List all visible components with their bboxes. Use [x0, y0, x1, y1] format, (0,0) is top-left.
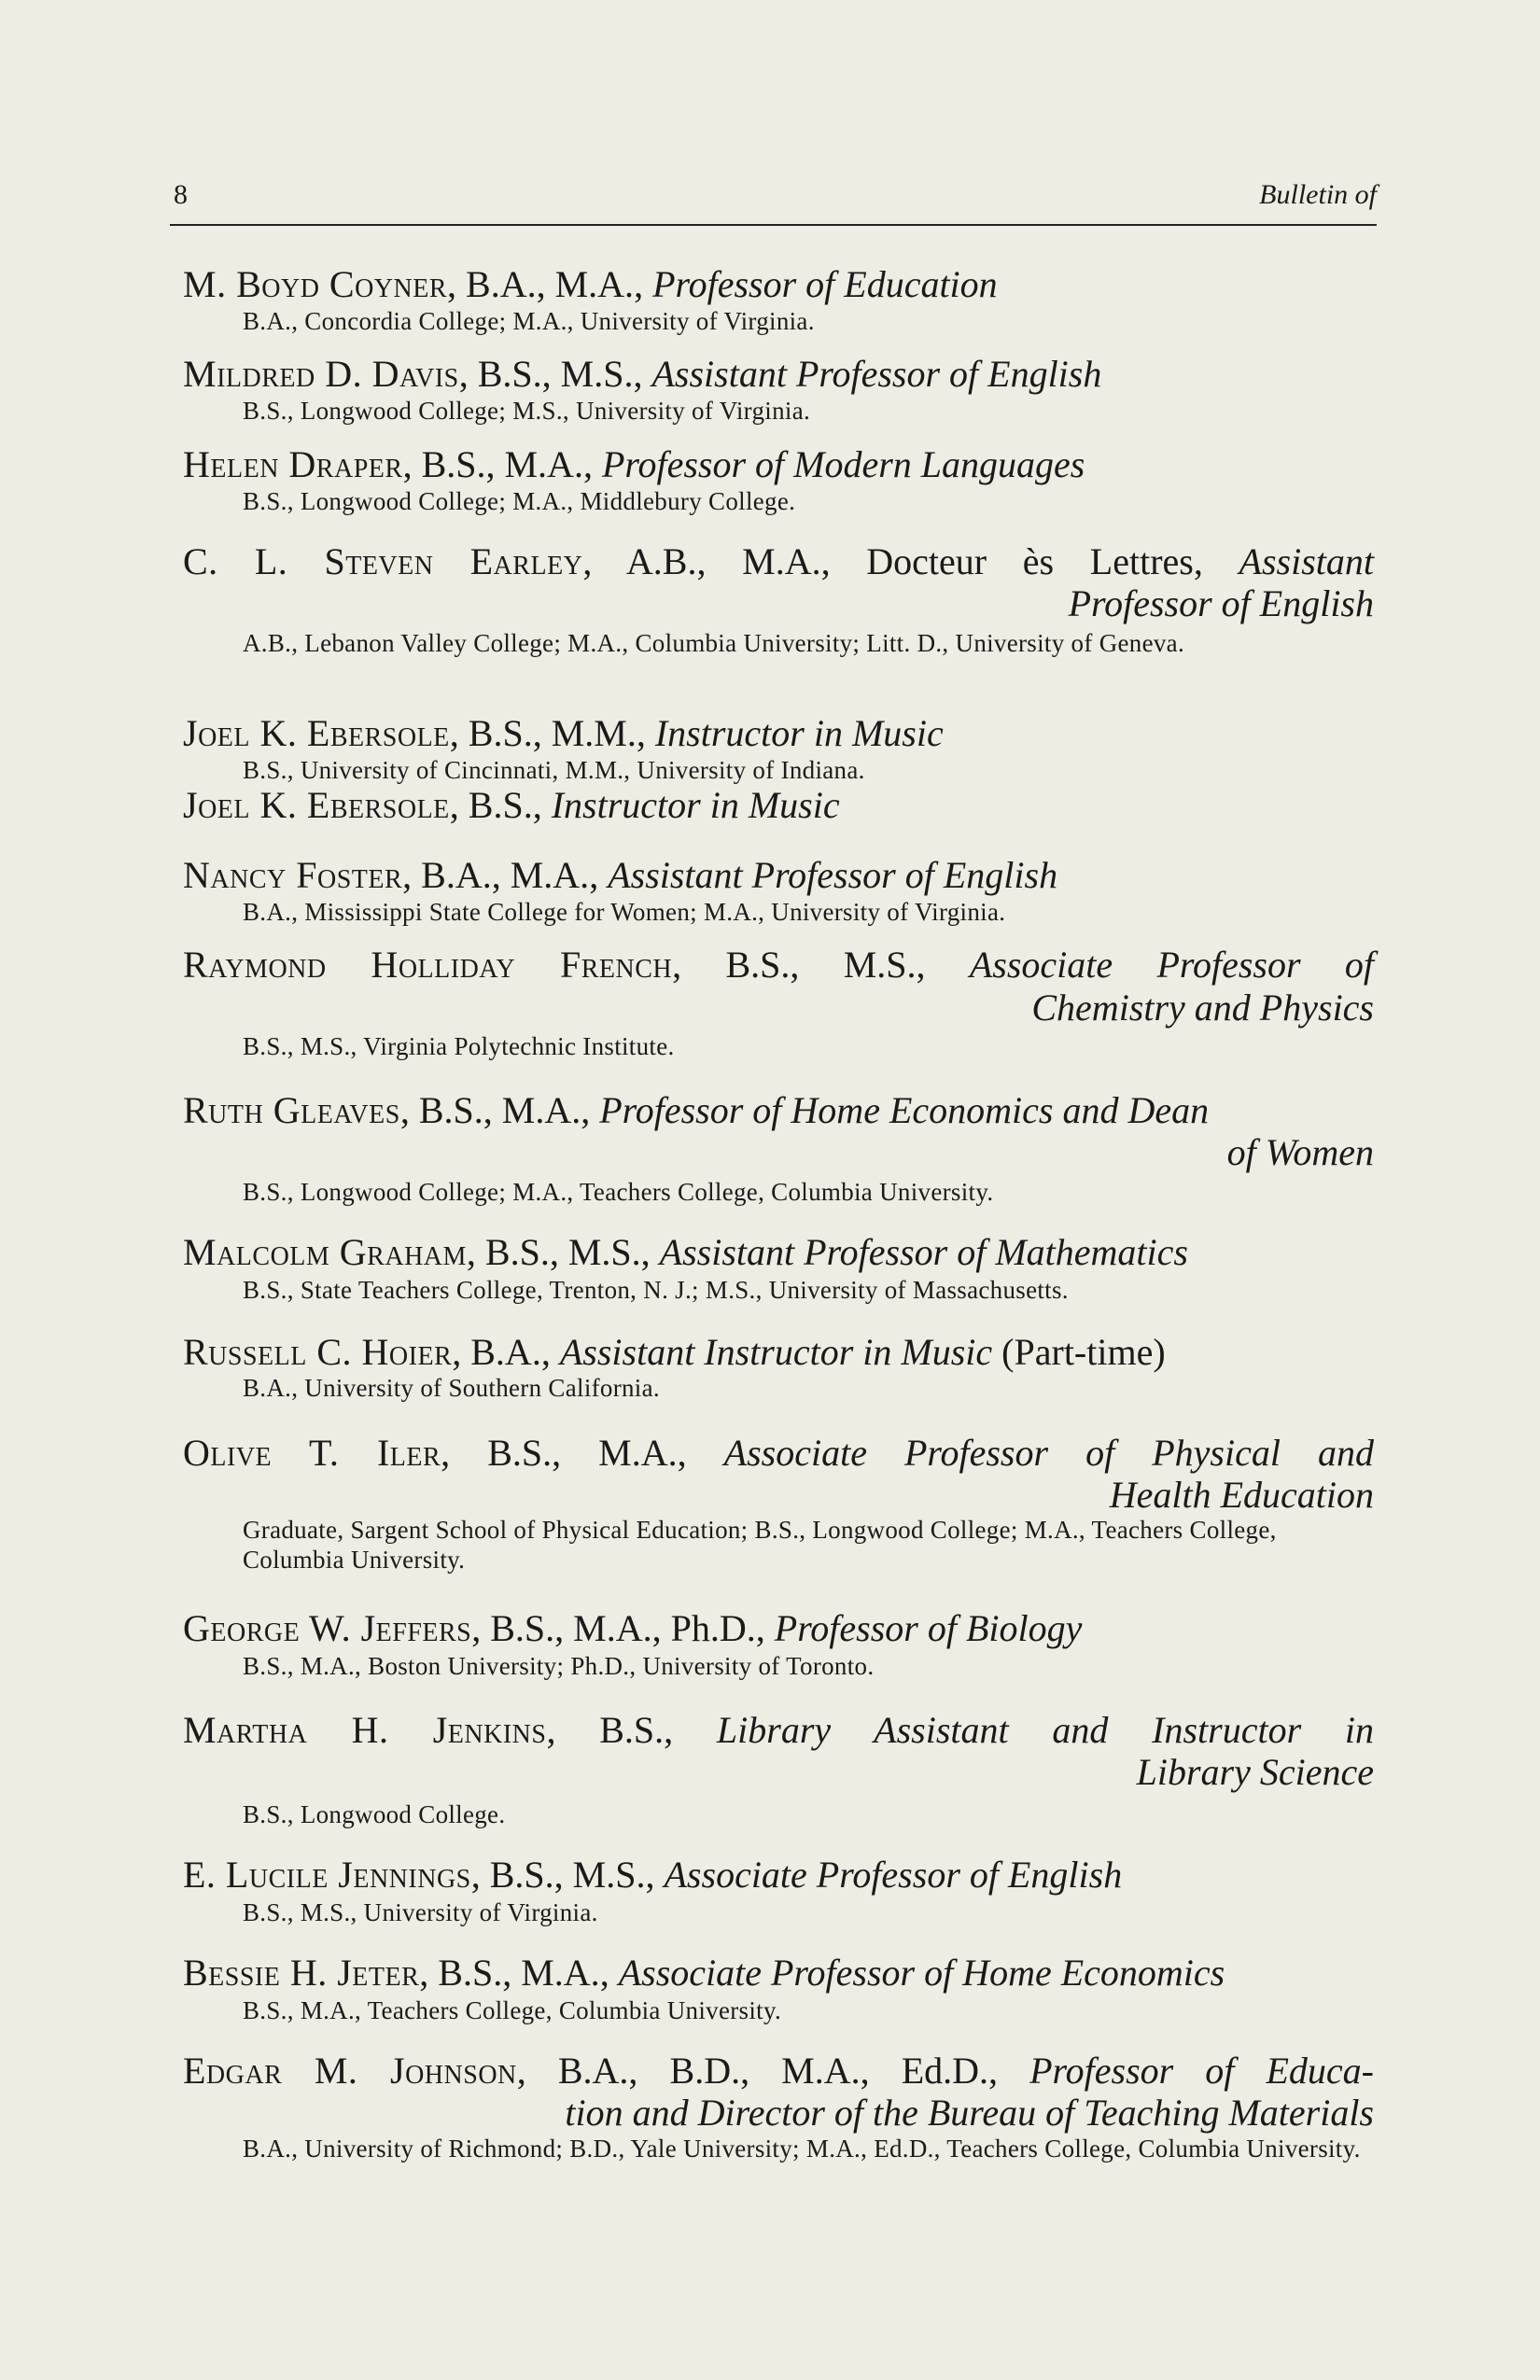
faculty-name-line: George W. Jeffers, B.S., M.A., Ph.D., Professor of Biology — [183, 1607, 1083, 1649]
faculty-name: Malcolm Graham — [183, 1231, 467, 1273]
faculty-degrees: B.S., M.S. — [725, 944, 917, 986]
faculty-title: Professor of Biology — [774, 1607, 1083, 1649]
faculty-degrees: B.A., M.A. — [421, 854, 590, 896]
running-title: Bulletin of — [1259, 179, 1377, 210]
faculty-title: Assistant Instructor in Music — [559, 1331, 993, 1373]
faculty-title-continued: Health Education — [1109, 1474, 1374, 1516]
faculty-education: B.A., University of Southern California. — [243, 1374, 660, 1402]
faculty-name-line: Nancy Foster, B.A., M.A., Assistant Professor of English — [183, 854, 1058, 896]
faculty-title-suffix: (Part-time) — [992, 1331, 1166, 1373]
faculty-degrees: B.S. — [599, 1709, 665, 1751]
faculty-name: E. Lucile Jennings — [183, 1854, 471, 1896]
faculty-name-line: Ruth Gleaves, B.S., M.A., Professor of Home Economics and Dean — [183, 1089, 1210, 1131]
faculty-name-line: Olive T. Iler, B.S., M.A., Associate Professor of Physical and — [183, 1432, 1374, 1474]
faculty-title: Instructor in Music — [551, 784, 840, 826]
faculty-degrees: B.S., M.A., Ph.D. — [490, 1607, 756, 1649]
faculty-education: B.S., M.A., Boston University; Ph.D., University of Toronto. — [243, 1652, 875, 1680]
faculty-name: Bessie H. Jeter — [183, 1952, 420, 1994]
faculty-title: Associate Professor of English — [664, 1854, 1123, 1896]
faculty-title: Associate Professor of — [969, 944, 1375, 986]
faculty-title: Professor of Home Economics and Dean — [599, 1089, 1210, 1131]
faculty-title: Professor of Educa- — [1029, 2050, 1375, 2092]
faculty-degrees: B.A. — [470, 1331, 541, 1373]
faculty-education: B.S., Longwood College; M.A., Middlebury College. — [243, 487, 796, 515]
page-number: 8 — [174, 179, 188, 210]
faculty-title: Professor of Education — [652, 263, 998, 305]
faculty-degrees: B.S., M.S. — [477, 353, 634, 395]
faculty-name: Russell C. Hoier — [183, 1331, 453, 1373]
faculty-name-line: E. Lucile Jennings, B.S., M.S., Associate Professor of English — [183, 1854, 1123, 1896]
faculty-title-continued: of Women — [1226, 1131, 1374, 1173]
faculty-degrees: B.S. — [468, 784, 533, 826]
faculty-name-line: Raymond Holliday French, B.S., M.S., Associate Professor of — [183, 944, 1375, 986]
faculty-name-line: Joel K. Ebersole, B.S., Instructor in Music — [183, 784, 840, 826]
faculty-title: Professor of Modern Languages — [601, 443, 1085, 485]
faculty-name-line: C. L. Steven Earley, A.B., M.A., Docteur ès Lettres, Assistant — [183, 540, 1375, 582]
faculty-name-line: Russell C. Hoier, B.A., Assistant Instructor in Music (Part-time) — [183, 1331, 1166, 1373]
faculty-name: Olive T. Iler — [183, 1432, 441, 1474]
faculty-degrees: B.S., M.A. — [418, 1089, 581, 1131]
faculty-name-line: Helen Draper, B.S., M.A., Professor of Modern Languages — [183, 443, 1085, 485]
faculty-name-line: Edgar M. Johnson, B.A., B.D., M.A., Ed.D., Professor of Educa- — [183, 2050, 1375, 2092]
faculty-title-continued: Chemistry and Physics — [1031, 987, 1374, 1029]
faculty-degrees: B.S., M.S. — [484, 1231, 641, 1273]
faculty-name-line: M. Boyd Coyner, B.A., M.A., Professor of Education — [183, 263, 998, 305]
faculty-name: Ruth Gleaves — [183, 1089, 400, 1131]
faculty-degrees: B.S., M.S. — [489, 1854, 646, 1896]
faculty-degrees: B.S., M.A. — [487, 1432, 678, 1474]
faculty-name-line: Martha H. Jenkins, B.S., Library Assistant and Instructor in — [183, 1709, 1374, 1751]
faculty-name: Nancy Foster — [183, 854, 403, 896]
faculty-name-line: Joel K. Ebersole, B.S., M.M., Instructor in Music — [183, 712, 944, 754]
faculty-name: George W. Jeffers — [183, 1607, 472, 1649]
faculty-degrees: B.A., B.D., M.A., Ed.D. — [557, 2050, 989, 2092]
faculty-degrees: B.S., M.M. — [468, 712, 637, 754]
faculty-degrees: B.A., M.A. — [466, 263, 635, 305]
faculty-education: B.A., University of Richmond; B.D., Yale University; M.A., Ed.D., Teachers College, Columbia University. — [243, 2135, 1361, 2163]
faculty-education: B.S., Longwood College; M.S., University of Virginia. — [243, 397, 811, 425]
faculty-education: B.A., Concordia College; M.A., University of Virginia. — [243, 307, 815, 335]
faculty-name: Mildred D. Davis — [183, 353, 459, 395]
faculty-name: Edgar M. Johnson — [183, 2050, 517, 2092]
faculty-education: B.S., State Teachers College, Trenton, N. J.; M.S., University of Massachusetts. — [243, 1276, 1069, 1304]
faculty-title: Assistant Professor of English — [608, 854, 1058, 896]
faculty-title: Library Assistant and Instructor in — [716, 1709, 1374, 1751]
faculty-title: Associate Professor of Physical and — [723, 1432, 1374, 1474]
faculty-name: Helen Draper — [183, 443, 403, 485]
faculty-name: C. L. Steven Earley — [183, 540, 583, 582]
faculty-title: Assistant Professor of Mathematics — [659, 1231, 1188, 1273]
faculty-education: B.S., M.S., University of Virginia. — [243, 1898, 598, 1926]
faculty-name: Martha H. Jenkins — [183, 1709, 547, 1751]
faculty-name-line: Bessie H. Jeter, B.S., M.A., Associate Professor of Home Economics — [183, 1952, 1225, 1994]
faculty-name: Joel K. Ebersole — [183, 784, 450, 826]
faculty-degrees: A.B., M.A., Docteur ès Lettres, — [625, 540, 1203, 582]
faculty-title: Assistant — [1239, 540, 1375, 582]
faculty-name-line: Mildred D. Davis, B.S., M.S., Assistant Professor of English — [183, 353, 1102, 395]
faculty-title: Associate Professor of Home Economics — [618, 1952, 1225, 1994]
faculty-education: B.S., University of Cincinnati, M.M., University of Indiana. — [243, 756, 865, 784]
faculty-education: A.B., Lebanon Valley College; M.A., Columbia University; Litt. D., University of Geneva. — [243, 629, 1184, 657]
faculty-title-continued: Professor of English — [1068, 582, 1374, 624]
faculty-name-line: Malcolm Graham, B.S., M.S., Assistant Professor of Mathematics — [183, 1231, 1188, 1273]
faculty-degrees: B.S., M.A. — [421, 443, 583, 485]
faculty-education: B.A., Mississippi State College for Women; M.A., University of Virginia. — [243, 898, 1006, 926]
faculty-name: M. Boyd Coyner — [183, 263, 448, 305]
faculty-name: Joel K. Ebersole — [183, 712, 450, 754]
faculty-title-continued: Library Science — [1136, 1751, 1374, 1793]
page-header — [170, 179, 1377, 226]
faculty-education: B.S., Longwood College; M.A., Teachers College, Columbia University. — [243, 1178, 994, 1206]
faculty-education: B.S., Longwood College. — [243, 1800, 506, 1828]
faculty-title-continued: tion and Director of the Bureau of Teaching Materials — [565, 2092, 1374, 2134]
faculty-education: B.S., M.A., Teachers College, Columbia University. — [243, 1996, 782, 2024]
faculty-title: Instructor in Music — [654, 712, 944, 754]
faculty-degrees: B.S., M.A. — [438, 1952, 600, 1994]
faculty-education: Graduate, Sargent School of Physical Education; B.S., Longwood College; M.A., Teachers College, Columbia University. — [243, 1516, 1277, 1574]
faculty-title: Assistant Professor of English — [651, 353, 1102, 395]
faculty-education: B.S., M.S., Virginia Polytechnic Institute. — [243, 1032, 675, 1060]
faculty-name: Raymond Holliday French — [183, 944, 673, 986]
